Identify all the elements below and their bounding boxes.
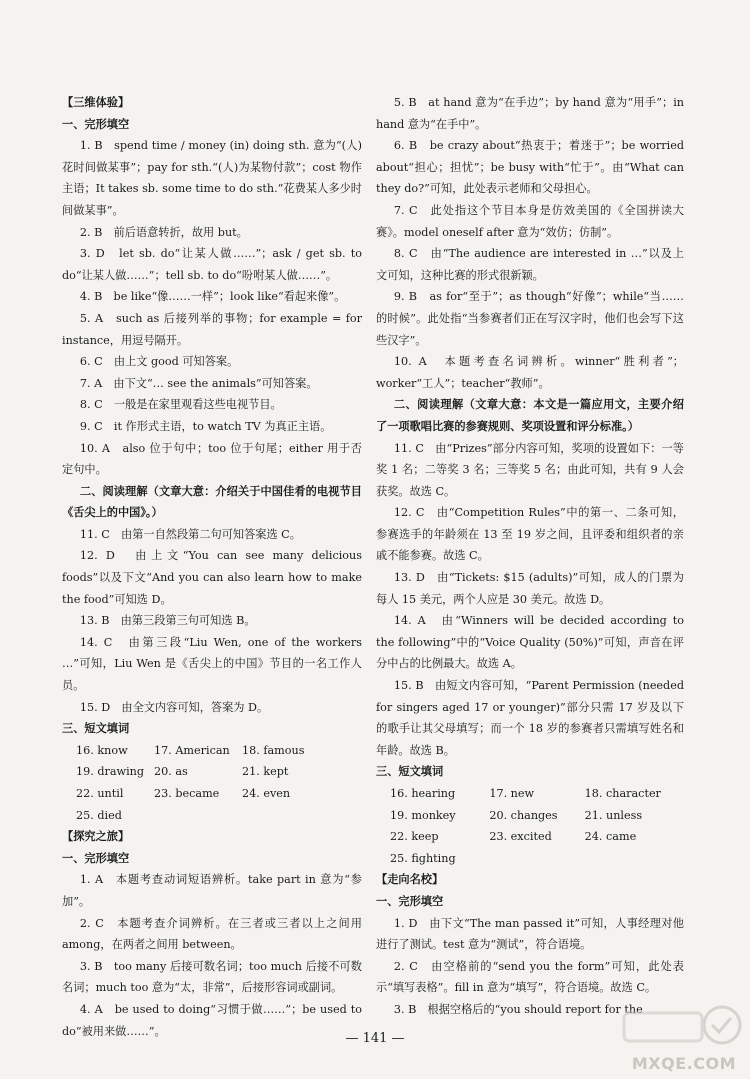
word-row (62, 805, 362, 827)
answer-item: 7. C 此处指这个节目本身是仿效美国的《全国拼读大赛》。model oneself after 意为“效仿；仿制”。 (376, 203, 684, 239)
word-cell: 20. changes (489, 808, 558, 822)
word-cell: 19. drawing (76, 765, 145, 779)
word-cell: 18. character (584, 787, 661, 800)
word-fill-grid (376, 783, 684, 869)
word-fill-grid (62, 740, 362, 826)
answer-item: 4. A be used to doing“习惯于做……”；be used to do“被用来做……”。 (62, 1002, 362, 1038)
answer-list (376, 92, 684, 394)
answer-item: 11. C 由第一自然段第二句可知答案选 C。 (79, 527, 301, 541)
answer-item: 7. A 由下文“… see the animals”可知答案。 (79, 376, 318, 390)
answer-item: 3. B 根据空格后的“you should report for the (393, 1002, 643, 1016)
word-row (62, 761, 362, 783)
answer-item: 2. C 由空格前的“send you the form”可知，此处表示“填写表格”。fill in 意为“填写”，符合语境。故选 C。 (376, 959, 684, 995)
answer-item: 3. D let sb. do“让某人做……”；ask / get sb. to do“让某人做……”；tell sb. to do“吩咐某人做……”。 (62, 247, 362, 282)
answer-item: 1. D 由下文“The man passed it”可知，人事经理对他进行了测试。test 意为“测试”，符合语境。 (376, 916, 684, 952)
answer-item: 1. A 本题考查动词短语辨析。take part in 意为“参加”。 (62, 873, 362, 908)
word-cell: 19. monkey (390, 808, 456, 822)
answer-item: 10. A 本题考查名词辨析。winner“胜利者”；worker“工人”；teacher“教师”。 (376, 355, 684, 390)
word-row (376, 826, 684, 848)
answer-list (62, 524, 362, 718)
word-cell: 24. even (242, 787, 291, 800)
word-cell: 23. became (154, 787, 220, 800)
answer-item: 13. D 由“Tickets: $15 (adults)”可知，成人的门票为每人 15 美元，两个人应是 30 美元。故选 D。 (376, 571, 684, 606)
answer-item: 8. C 一般是在家里观看这些电视节目。 (79, 398, 282, 412)
watermark-text: MXQE.COM (631, 1054, 736, 1073)
word-cell: 17. American (154, 743, 230, 757)
word-cell: 21. kept (242, 765, 289, 779)
answer-list (62, 135, 362, 481)
answer-item: 13. B 由第三段第三句可知选 B。 (79, 614, 256, 628)
answer-item: 14. A 由“Winners will be decided according to the following”中的“Voice Quality (50%)”可知，声音在评分中占的比例最大。故选 A。 (376, 614, 684, 671)
word-cell: 25. died (76, 808, 122, 822)
word-fill-title: 三、短文填词 (376, 764, 444, 779)
answer-item: 2. C 本题考查介词辨析。在三者或三者以上之间用 among，在两者之间用 between。 (62, 916, 362, 952)
word-row (62, 740, 362, 762)
answer-item: 5. A such as 后接列举的事物；for example = for instance，用逗号隔开。 (62, 311, 362, 347)
page-number: — 141 — (345, 1031, 405, 1046)
answer-item: 10. A also 位于句中；too 位于句尾；either 用于否定句中。 (62, 441, 362, 477)
answer-list (376, 438, 684, 762)
answer-item: 14. C 由第三段“Liu Wen, one of the workers …”可知，Liu Wen 是《舌尖上的中国》节目的一名工作人员。 (62, 635, 362, 693)
word-cell: 22. keep (390, 830, 439, 844)
answer-item: 6. B be crazy about“热衷于；着迷于”；be worried about“担心；担忧”；be busy with“忙于”。由“What can they do?”可知，此处表示老师和父母担心。 (376, 139, 684, 196)
word-cell: 24. came (584, 830, 637, 844)
answer-item: 9. C it 作形式主语，to watch TV 为真正主语。 (79, 419, 332, 433)
cloze-title: 一、完形填空 (62, 116, 130, 131)
cloze-title: 一、完形填空 (62, 850, 130, 865)
answer-item: 5. B at hand 意为“在手边”；by hand 意为“用手”；in hand 意为“在手中”。 (376, 96, 684, 131)
section-header: 【探究之旅】 (62, 829, 130, 844)
word-row (376, 848, 684, 870)
answer-item: 3. B too many 后接可数名词；too much 后接不可数名词；much too 意为“太，非常”，后接形容词或副词。 (62, 959, 362, 995)
reading-title: 二、阅读理解（文章大意：本文是一篇应用文，主要介绍了一项歌唱比赛的参赛规则、奖项设置和评分标准。） (376, 397, 684, 433)
section-header: 【走向名校】 (376, 872, 444, 887)
answer-item: 15. B 由短文内容可知，“Parent Permission (needed for singers aged 17 or younger)”部分只需 17 岁及以下的歌手让其父母填写；而一个 18 岁的参赛者只需填写姓名和年龄。故选 B。 (376, 679, 684, 757)
answer-item: 6. C 由上文 good 可知答案。 (79, 355, 239, 369)
word-cell: 22. until (76, 787, 124, 800)
answer-item: 15. D 由全文内容可知，答案为 D。 (79, 700, 269, 714)
answer-item: 2. B 前后语意转折，故用 but。 (79, 225, 248, 239)
word-cell: 20. as (154, 765, 188, 779)
word-row (376, 805, 684, 827)
word-cell: 17. new (489, 787, 535, 800)
word-row (376, 783, 684, 805)
left-column (62, 92, 362, 1042)
answer-list (62, 869, 362, 1042)
answer-item: 11. C 由“Prizes”部分内容可知，奖项的设置如下：一等奖 1 名；二等奖 3 名；三等奖 5 名；由此可知，共有 9 人会获奖。故选 C。 (376, 441, 684, 498)
word-fill-title: 三、短文填词 (62, 721, 130, 736)
answer-item: 8. C 由“The audience are interested in …”以及上文可知，这种比赛的形式很新颖。 (376, 247, 684, 282)
word-cell: 16. know (76, 743, 128, 757)
word-cell: 18. famous (242, 743, 305, 757)
word-cell: 16. hearing (390, 787, 456, 800)
answer-item: 12. C 由“Competition Rules”中的第一、二条可知，参赛选手的年龄须在 13 至 19 岁之间，且评委和组织者的亲戚不能参赛。故选 C。 (376, 506, 684, 563)
answer-item: 4. B be like“像……一样”；look like“看起来像”。 (79, 290, 346, 304)
answer-item: 12. D 由上文“You can see many delicious foods”以及下文“And you can also learn how to make the food”可知选 D。 (62, 549, 362, 606)
word-row (62, 783, 362, 805)
cloze-title: 一、完形填空 (376, 893, 444, 908)
word-cell: 23. excited (489, 830, 552, 844)
reading-title: 二、阅读理解（文章大意：介绍关于中国佳肴的电视节目《舌尖上的中国》。） (62, 483, 362, 520)
section-header: 【三维体验】 (62, 95, 130, 109)
answer-item: 1. B spend time / money (in) doing sth. 意为“(人)花时间做某事”；pay for sth.“(人)为某物付款”；cost 物作主语；It takes sb. some time to do sth.“花费某人多少时间做某事”。 (62, 139, 362, 217)
answer-item: 9. B as for“至于”；as though“好像”；while“当……的时候”。此处指“当参赛者们正在写汉字时，他们也会写下这些汉字”。 (376, 290, 684, 347)
word-cell: 25. fighting (390, 851, 456, 865)
right-column (376, 92, 684, 1021)
word-cell: 21. unless (584, 808, 643, 822)
